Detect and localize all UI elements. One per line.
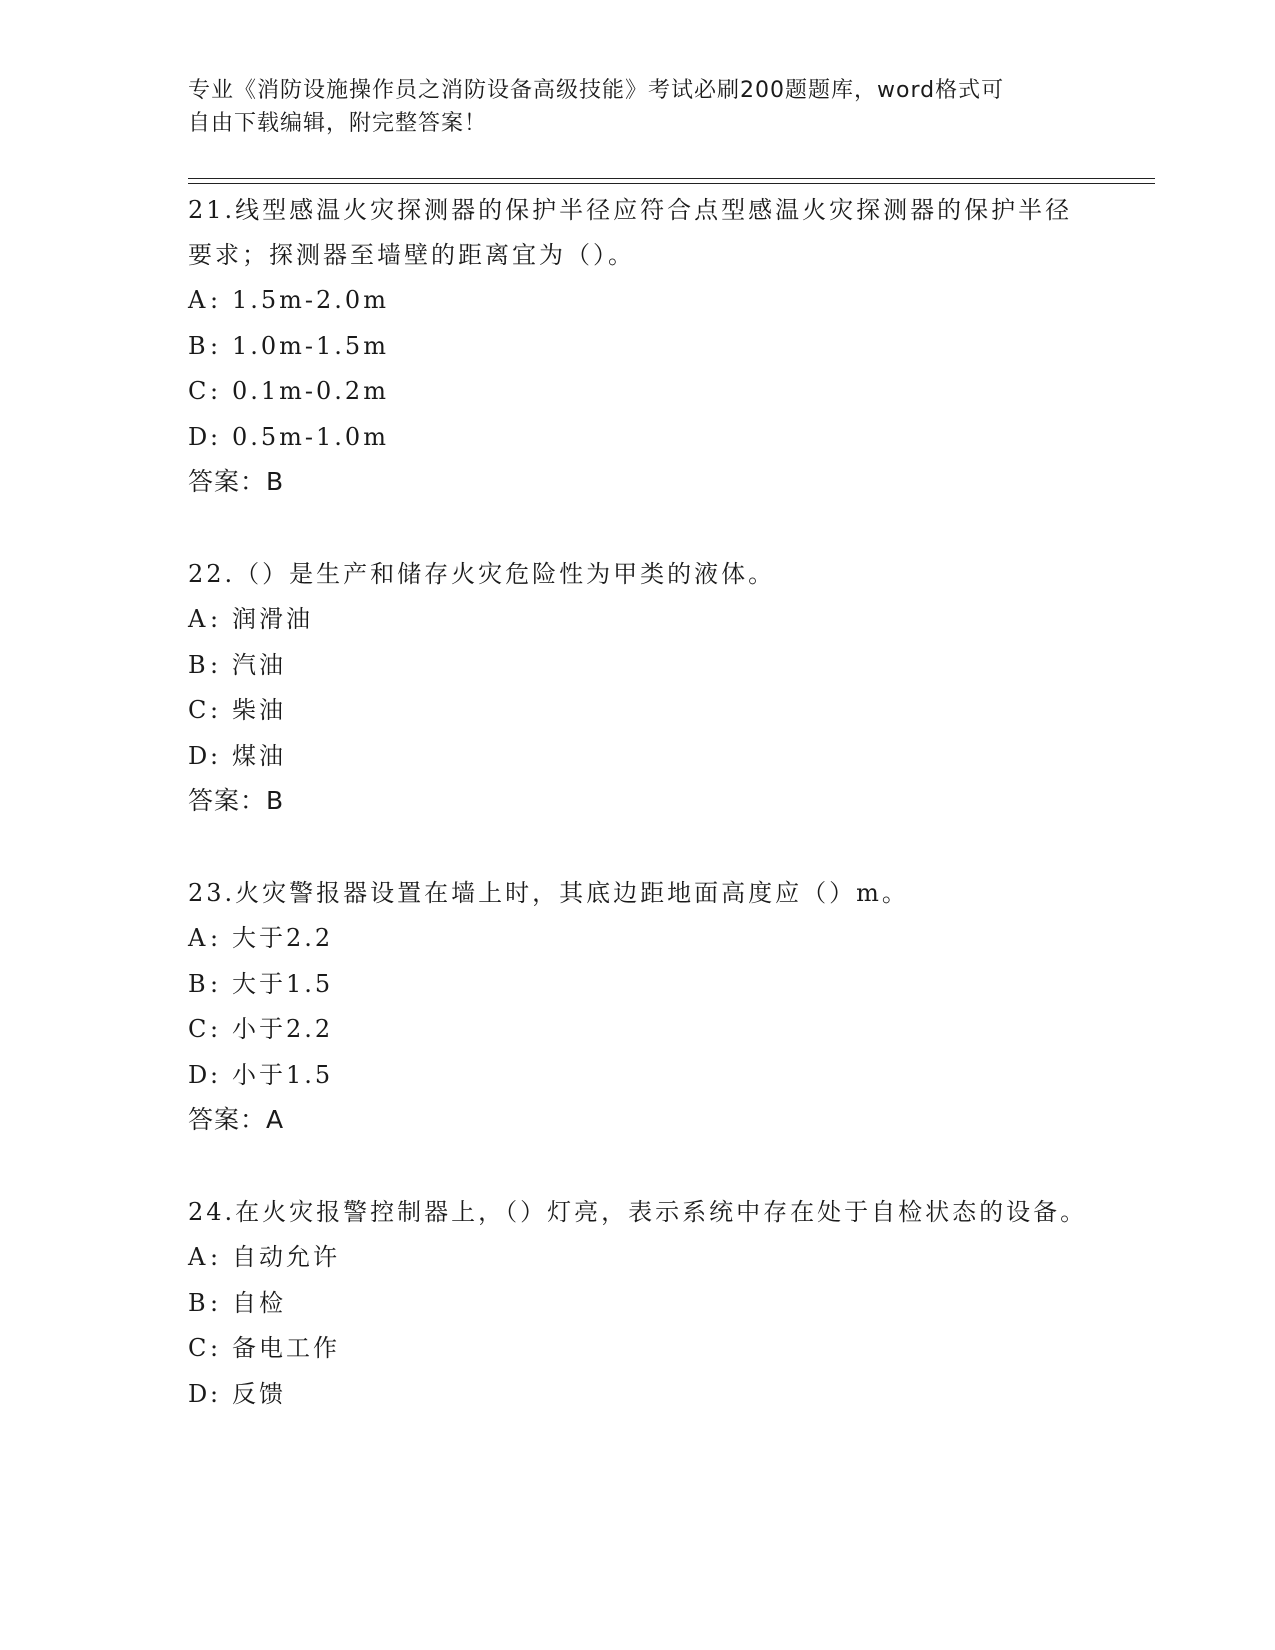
option-d: D: 煤油 xyxy=(188,734,1088,780)
option-text: 自检 xyxy=(232,1288,286,1317)
option-letter: C xyxy=(188,1015,210,1043)
option-text: 0.1m-0.2m xyxy=(232,377,389,405)
document-header xyxy=(188,74,1088,140)
question-text: 23.火灾警报器设置在墙上时，其底边距地面高度应（）m。 xyxy=(188,879,909,907)
option-b: B: 汽油 xyxy=(188,643,1088,689)
option-a: A: 大于2.2 xyxy=(188,916,1088,962)
option-text: 小于2.2 xyxy=(232,1015,334,1043)
header-divider-bottom xyxy=(188,183,1155,184)
option-text: 小于1.5 xyxy=(232,1060,334,1089)
question-list xyxy=(188,188,1088,1417)
option-a: A: 1.5m-2.0m xyxy=(188,278,1088,324)
answer-label: 答案：B xyxy=(188,467,285,496)
header-divider-top xyxy=(188,178,1155,179)
option-letter: B xyxy=(188,331,209,360)
question-text: 21.线型感温火灾探测器的保护半径应符合点型感温火灾探测器的保护半径要求；探测器至墙壁的距离宜为（）。 xyxy=(188,196,1073,269)
option-letter: C xyxy=(188,696,210,724)
option-letter: D xyxy=(188,1379,211,1408)
header-line-2: 自由下载编辑，附完整答案！ xyxy=(188,111,488,136)
question-23 xyxy=(188,871,1088,1142)
header-line-1: 专业《消防设施操作员之消防设备高级技能》考试必刷200题题库，word格式可 xyxy=(188,78,1005,103)
option-letter: A xyxy=(188,286,209,314)
option-text: 反馈 xyxy=(232,1379,286,1408)
option-letter: D xyxy=(188,422,211,451)
option-c: C: 小于2.2 xyxy=(188,1007,1088,1053)
option-d: D: 反馈 xyxy=(188,1372,1088,1418)
option-d: D: 小于1.5 xyxy=(188,1053,1088,1099)
question-22 xyxy=(188,552,1088,823)
question-24 xyxy=(188,1190,1088,1417)
option-d: D: 0.5m-1.0m xyxy=(188,415,1088,461)
option-letter: A xyxy=(188,924,209,952)
option-letter: B xyxy=(188,1288,209,1317)
option-text: 汽油 xyxy=(232,650,286,679)
option-text: 大于2.2 xyxy=(232,924,334,952)
option-text: 1.0m-1.5m xyxy=(232,331,389,360)
option-b: B: 大于1.5 xyxy=(188,962,1088,1008)
option-c: C: 0.1m-0.2m xyxy=(188,369,1088,415)
answer-label: 答案：B xyxy=(188,786,285,815)
option-text: 1.5m-2.0m xyxy=(232,286,389,314)
option-c: C: 柴油 xyxy=(188,688,1088,734)
option-a: A: 自动允许 xyxy=(188,1235,1088,1281)
option-letter: C xyxy=(188,1334,210,1362)
option-letter: A xyxy=(188,1243,209,1271)
option-c: C: 备电工作 xyxy=(188,1326,1088,1372)
option-text: 煤油 xyxy=(232,741,286,770)
option-text: 润滑油 xyxy=(232,605,313,633)
option-letter: C xyxy=(188,377,210,405)
option-b: B: 1.0m-1.5m xyxy=(188,324,1088,370)
option-text: 备电工作 xyxy=(232,1334,340,1362)
question-text: 22.（）是生产和储存火灾危险性为甲类的液体。 xyxy=(188,560,776,588)
option-letter: B xyxy=(188,650,209,679)
option-text: 大于1.5 xyxy=(232,969,334,998)
option-a: A: 润滑油 xyxy=(188,597,1088,643)
option-letter: B xyxy=(188,969,209,998)
question-text: 24.在火灾报警控制器上，（）灯亮，表示系统中存在处于自检状态的设备。 xyxy=(188,1198,1088,1226)
option-letter: A xyxy=(188,605,209,633)
option-text: 0.5m-1.0m xyxy=(232,422,389,451)
option-text: 自动允许 xyxy=(232,1243,340,1271)
option-letter: D xyxy=(188,1060,211,1089)
question-21 xyxy=(188,188,1088,504)
option-letter: D xyxy=(188,741,211,770)
option-text: 柴油 xyxy=(232,696,286,724)
option-b: B: 自检 xyxy=(188,1281,1088,1327)
answer-label: 答案：A xyxy=(188,1105,285,1134)
